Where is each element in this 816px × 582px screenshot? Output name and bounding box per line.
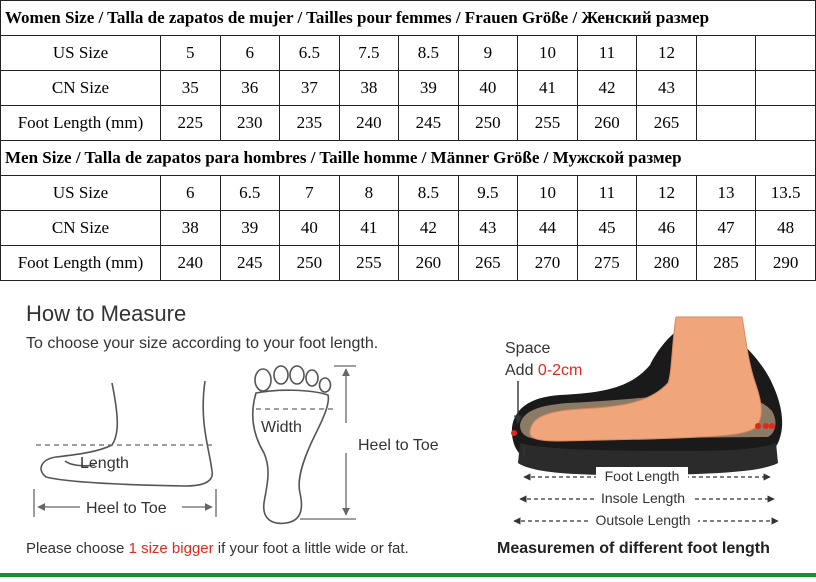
table-cell: 7 — [280, 176, 340, 211]
table-cell: 275 — [577, 246, 637, 281]
table-cell: 12 — [637, 176, 697, 211]
table-cell: 230 — [220, 106, 280, 141]
table-row — [1, 106, 816, 141]
note-highlight: 1 size bigger — [128, 540, 214, 557]
table-cell — [756, 106, 816, 141]
table-row — [1, 71, 816, 106]
add-space-text — [505, 362, 582, 379]
table-cell: 280 — [637, 246, 697, 281]
foot-length-label: Foot Length — [604, 468, 680, 484]
table-cell: 250 — [458, 106, 518, 141]
table-cell: 6.5 — [280, 36, 340, 71]
row-label: US Size — [1, 36, 161, 71]
table-cell: 260 — [399, 246, 459, 281]
table-cell: 42 — [577, 71, 637, 106]
sole-foot-icon — [253, 366, 331, 523]
note-text — [26, 540, 409, 557]
table-cell: 36 — [220, 71, 280, 106]
table-cell: 6 — [161, 176, 221, 211]
table-cell: 265 — [637, 106, 697, 141]
men-header-row — [1, 141, 816, 176]
table-cell: 47 — [696, 211, 756, 246]
table-cell: 8.5 — [399, 176, 459, 211]
table-cell: 6.5 — [220, 176, 280, 211]
table-cell: 235 — [280, 106, 340, 141]
table-cell: 7.5 — [339, 36, 399, 71]
outsole-length-label: Outsole Length — [595, 512, 691, 528]
table-cell: 270 — [518, 246, 578, 281]
table-cell: 240 — [161, 246, 221, 281]
how-to-measure-panel — [0, 293, 816, 577]
table-cell: 6 — [220, 36, 280, 71]
table-cell: 9.5 — [458, 176, 518, 211]
table-cell: 245 — [220, 246, 280, 281]
table-cell: 8.5 — [399, 36, 459, 71]
table-cell: 41 — [518, 71, 578, 106]
table-cell: 225 — [161, 106, 221, 141]
heel-to-toe-side-label: Heel to Toe — [86, 500, 167, 517]
table-cell: 44 — [518, 211, 578, 246]
table-cell: 43 — [637, 71, 697, 106]
measure-caption: Measuremen of different foot length — [497, 540, 770, 557]
table-row — [1, 211, 816, 246]
table-cell: 40 — [280, 211, 340, 246]
table-cell: 9 — [458, 36, 518, 71]
row-label: Foot Length (mm) — [1, 246, 161, 281]
table-cell: 255 — [339, 246, 399, 281]
table-cell — [756, 71, 816, 106]
table-cell: 290 — [756, 246, 816, 281]
measure-subtitle: To choose your size according to your foot length. — [26, 335, 379, 352]
table-cell: 250 — [280, 246, 340, 281]
width-label: Width — [261, 419, 302, 436]
table-cell: 13 — [696, 176, 756, 211]
table-cell: 10 — [518, 176, 578, 211]
table-cell: 5 — [161, 36, 221, 71]
row-label: CN Size — [1, 211, 161, 246]
table-cell: 240 — [339, 106, 399, 141]
space-label: Space — [505, 340, 551, 357]
table-cell: 260 — [577, 106, 637, 141]
note-suffix: if your foot a little wide or fat. — [213, 540, 409, 557]
table-cell: 12 — [637, 36, 697, 71]
table-cell: 35 — [161, 71, 221, 106]
men-size-header: Men Size / Talla de zapatos para hombres / Taille homme / Männer Größe / Мужской размер — [1, 141, 816, 176]
table-row — [1, 246, 816, 281]
note-prefix: Please choose — [26, 540, 129, 557]
table-cell: 10 — [518, 36, 578, 71]
women-size-header: Women Size / Talla de zapatos de mujer / Tailles pour femmes / Frauen Größe / Женский размер — [1, 1, 816, 36]
table-cell: 40 — [458, 71, 518, 106]
table-cell: 39 — [220, 211, 280, 246]
table-cell — [696, 106, 756, 141]
table-cell: 11 — [577, 176, 637, 211]
table-row — [1, 36, 816, 71]
table-row — [1, 176, 816, 211]
table-cell: 265 — [458, 246, 518, 281]
heel-to-toe-sole-label: Heel to Toe — [358, 437, 439, 454]
table-cell: 245 — [399, 106, 459, 141]
table-cell: 8 — [339, 176, 399, 211]
table-cell: 38 — [161, 211, 221, 246]
length-label: Length — [80, 455, 129, 472]
row-label: Foot Length (mm) — [1, 106, 161, 141]
table-cell: 255 — [518, 106, 578, 141]
row-label: US Size — [1, 176, 161, 211]
table-cell: 46 — [637, 211, 697, 246]
table-cell: 38 — [339, 71, 399, 106]
add-value: 0-2cm — [537, 362, 583, 379]
table-cell — [696, 36, 756, 71]
measure-title: How to Measure — [26, 301, 187, 326]
table-cell — [756, 36, 816, 71]
table-cell: 39 — [399, 71, 459, 106]
table-cell: 13.5 — [756, 176, 816, 211]
insole-length-label: Insole Length — [600, 490, 686, 506]
table-cell: 48 — [756, 211, 816, 246]
table-cell: 37 — [280, 71, 340, 106]
table-cell: 43 — [458, 211, 518, 246]
row-label: CN Size — [1, 71, 161, 106]
size-table — [0, 0, 816, 281]
table-cell: 45 — [577, 211, 637, 246]
table-cell: 41 — [339, 211, 399, 246]
table-cell — [696, 71, 756, 106]
table-cell: 11 — [577, 36, 637, 71]
women-header-row — [1, 1, 816, 36]
table-cell: 285 — [696, 246, 756, 281]
table-cell: 42 — [399, 211, 459, 246]
bottom-accent-bar — [0, 573, 816, 577]
add-label: Add — [505, 362, 538, 379]
shoe-illustration — [511, 317, 782, 475]
measure-illustration — [0, 293, 816, 577]
